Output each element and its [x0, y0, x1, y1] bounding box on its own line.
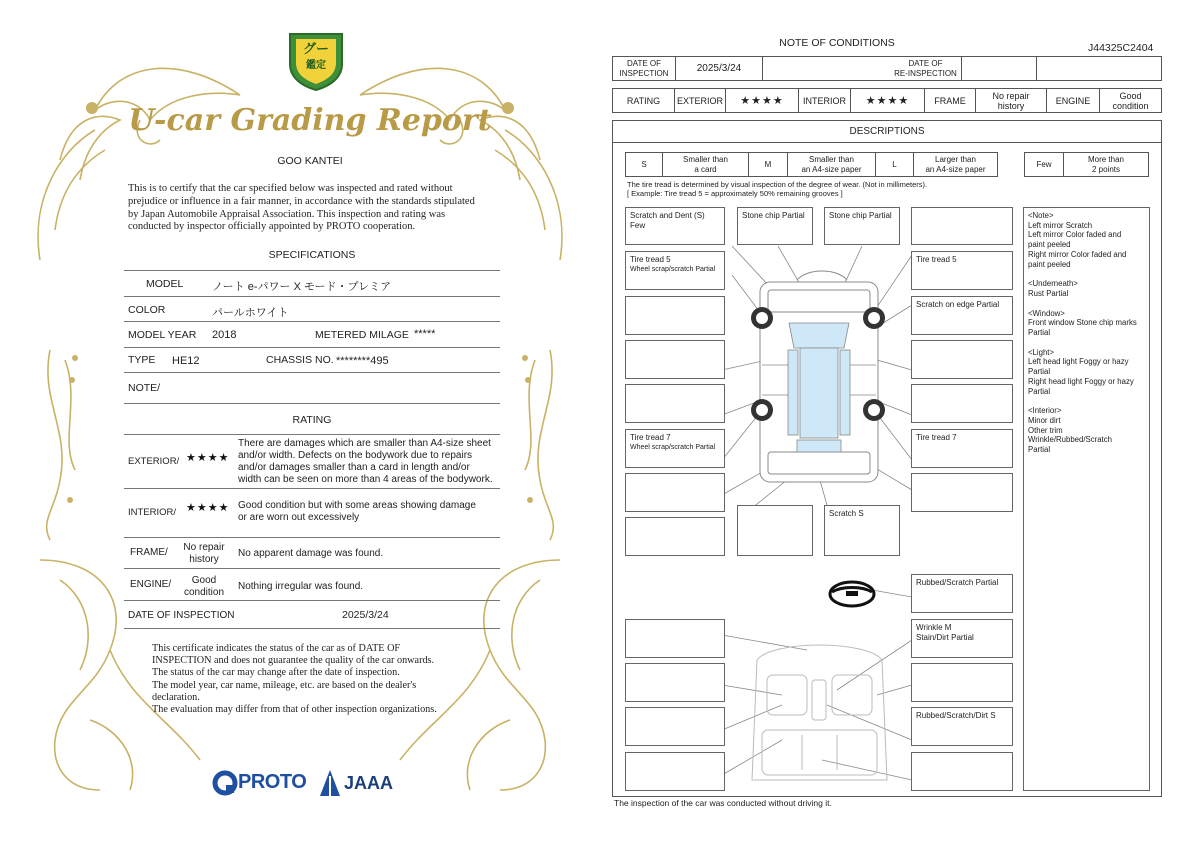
box-left-3: [625, 384, 725, 423]
note-of-conditions: [600, 0, 1200, 848]
exterior-description: There are damages which are smaller than A4-size sheet and/or width. Defects on the bodywork due to repairs and/or damages smaller than a card in length and/or width can be seen on more than 4 areas of the bodywork.: [238, 438, 493, 485]
box-interior-left-2: [625, 663, 725, 702]
box-scratch-dent: Scratch and Dent (S) Few: [625, 207, 725, 245]
report-subtitle: GOO KANTEI: [277, 155, 343, 167]
box-interior-left-1: [625, 619, 725, 658]
box-right-3: [911, 384, 1013, 423]
box-left-4: [625, 473, 725, 512]
doi-value: 2025/3/24: [675, 56, 763, 81]
mileage-label: METERED MILAGE: [315, 329, 409, 341]
chassis-value: ********495: [336, 355, 389, 367]
jaaa-logo-icon: [318, 768, 342, 798]
legend-m-desc: Smaller than an A4-size paper: [787, 152, 876, 177]
box-tire-rear-left: Tire tread 7 Wheel scrap/scratch Partial: [625, 429, 725, 468]
interior-label: INTERIOR/: [128, 507, 177, 518]
box-rubbed-scratch-dirt: Rubbed/Scratch/Dirt S: [911, 707, 1013, 746]
tire-note: The tire tread is determined by visual inspection of the degree of wear. (Not in millimeters). [ Example: Tire tread 5 = approximately 50% remaining grooves ]: [627, 180, 928, 198]
box-interior-left-3: [625, 707, 725, 746]
color-label: COLOR: [128, 304, 166, 316]
chassis-label: CHASSIS NO.: [266, 354, 334, 366]
certificate-footer: This certificate indicates the status of the car as of DATE OF INSPECTION and does not guarantee the quality of the car onwards. The status of the car may change after the date of inspection. The model year, car name, mileage, etc. are based on the dealer's declaration. The evaluation may differ from that of other inspection organizations.: [152, 643, 437, 716]
reinspection-value: [961, 56, 1037, 81]
type-label: TYPE: [128, 354, 156, 366]
box-front-right-blank: [911, 207, 1013, 245]
box-left-5: [625, 517, 725, 556]
color-value: パールホワイト: [212, 307, 289, 319]
note-footer: The inspection of the car was conducted without driving it.: [614, 798, 832, 808]
box-interior-right-2: [911, 663, 1013, 702]
date-of-inspection-value: 2025/3/24: [342, 609, 389, 621]
side-notes: <Note> Left mirror Scratch Left mirror Color faded and paint peeled Right mirror Color faded and paint peeled <Underneath> Rust Partial <Window> Front window Stone chip marks Partial <Light> Left head light Foggy or hazy Partial Right head light Foggy or hazy Partial <Interior> Minor dirt Other trim Wrinkle/Rubbed/Scratch Partial: [1023, 207, 1150, 791]
proto-logo-icon: [212, 770, 238, 796]
interior-stars-cell: ★★★★: [850, 88, 925, 113]
box-left-1: [625, 296, 725, 335]
model-value: ノート e-パワー X モード・プレミア: [212, 281, 392, 293]
legend-l-desc: Larger than an A4-size paper: [913, 152, 998, 177]
report-title: U-car Grading Report: [128, 103, 492, 138]
box-wrinkle-stain: Wrinkle M Stain/Dirt Partial: [911, 619, 1013, 658]
box-scratch-edge: Scratch on edge Partial: [911, 296, 1013, 335]
model-year-label: MODEL YEAR: [128, 329, 197, 341]
exterior-label: EXTERIOR/: [128, 456, 180, 467]
box-interior-left-4: [625, 752, 725, 791]
interior-label-cell: INTERIOR: [798, 88, 851, 113]
steering-wheel-icon: [830, 582, 874, 606]
legend-s-desc: Smaller than a card: [662, 152, 749, 177]
badge-bottom-text: 鑑定: [306, 60, 326, 71]
interior-description: Good condition but with some areas showing damage or are worn out excessively: [238, 500, 476, 523]
box-tire-rear-right: Tire tread 7: [911, 429, 1013, 468]
interior-stars: ★★★★: [186, 502, 230, 514]
descriptions-heading: DESCRIPTIONS: [612, 121, 1162, 143]
legend-few-desc: More than 2 points: [1063, 152, 1149, 177]
reinspection-label: DATE OF RE-INSPECTION: [890, 56, 962, 81]
box-stone-chip-1: Stone chip Partial: [737, 207, 813, 245]
frame-label: FRAME/: [130, 547, 168, 558]
date-of-inspection-label: DATE OF INSPECTION: [128, 610, 235, 621]
rating-heading: RATING: [292, 414, 332, 426]
jaaa-logo-text: JAAA: [344, 773, 394, 793]
frame-label-cell: FRAME: [924, 88, 976, 113]
engine-description: Nothing irregular was found.: [238, 581, 364, 592]
box-rear-scratch: Scratch S: [824, 505, 900, 556]
legend-few: Few: [1024, 152, 1064, 177]
note-title: NOTE OF CONDITIONS: [779, 37, 895, 49]
note-code: J44325C2404: [1088, 42, 1154, 54]
proto-logo-text: PROTO: [238, 771, 307, 793]
note-label: NOTE/: [128, 382, 161, 394]
box-right-4: [911, 473, 1013, 512]
box-rear-1: [737, 505, 813, 556]
box-stone-chip-2: Stone chip Partial: [824, 207, 900, 245]
mileage-value: *****: [414, 328, 436, 340]
doi-blank: [762, 56, 889, 81]
rating-label: RATING: [612, 88, 675, 113]
box-right-2: [911, 340, 1013, 379]
specifications-heading: SPECIFICATIONS: [268, 249, 356, 261]
badge-top-text: グー: [302, 41, 329, 56]
model-label: MODEL: [146, 278, 184, 290]
legend-l: L: [875, 152, 914, 177]
exterior-stars: ★★★★: [186, 452, 230, 464]
legend-m: M: [748, 152, 788, 177]
frame-value-cell: No repair history: [975, 88, 1047, 113]
box-steering-wheel: Rubbed/Scratch Partial: [911, 574, 1013, 613]
engine-value-cell: Good condition: [1099, 88, 1162, 113]
box-left-2: [625, 340, 725, 379]
exterior-label-cell: EXTERIOR: [674, 88, 726, 113]
engine-value: Good condition: [183, 575, 225, 598]
model-year-value: 2018: [212, 329, 237, 341]
box-tire-front-right: Tire tread 5: [911, 251, 1013, 290]
frame-description: No apparent damage was found.: [238, 548, 384, 559]
engine-label: ENGINE/: [130, 579, 172, 590]
box-interior-right-4: [911, 752, 1013, 791]
box-tire-front-left: Tire tread 5 Wheel scrap/scratch Partial: [625, 251, 725, 290]
intro-text: This is to certify that the car specified below was inspected and rated without prejudice or influence in a fair manner, in accordance with the standards stipulated by Japan Automobile Appraisal Association. This inspection and rating was conducted by inspector officially appointed by PROTO cooperation.: [128, 183, 475, 233]
legend-s: S: [625, 152, 663, 177]
type-value: HE12: [172, 355, 200, 367]
doi-label: DATE OF INSPECTION: [612, 56, 676, 81]
engine-label-cell: ENGINE: [1046, 88, 1100, 113]
exterior-stars-cell: ★★★★: [725, 88, 799, 113]
frame-value: No repair history: [183, 542, 225, 565]
